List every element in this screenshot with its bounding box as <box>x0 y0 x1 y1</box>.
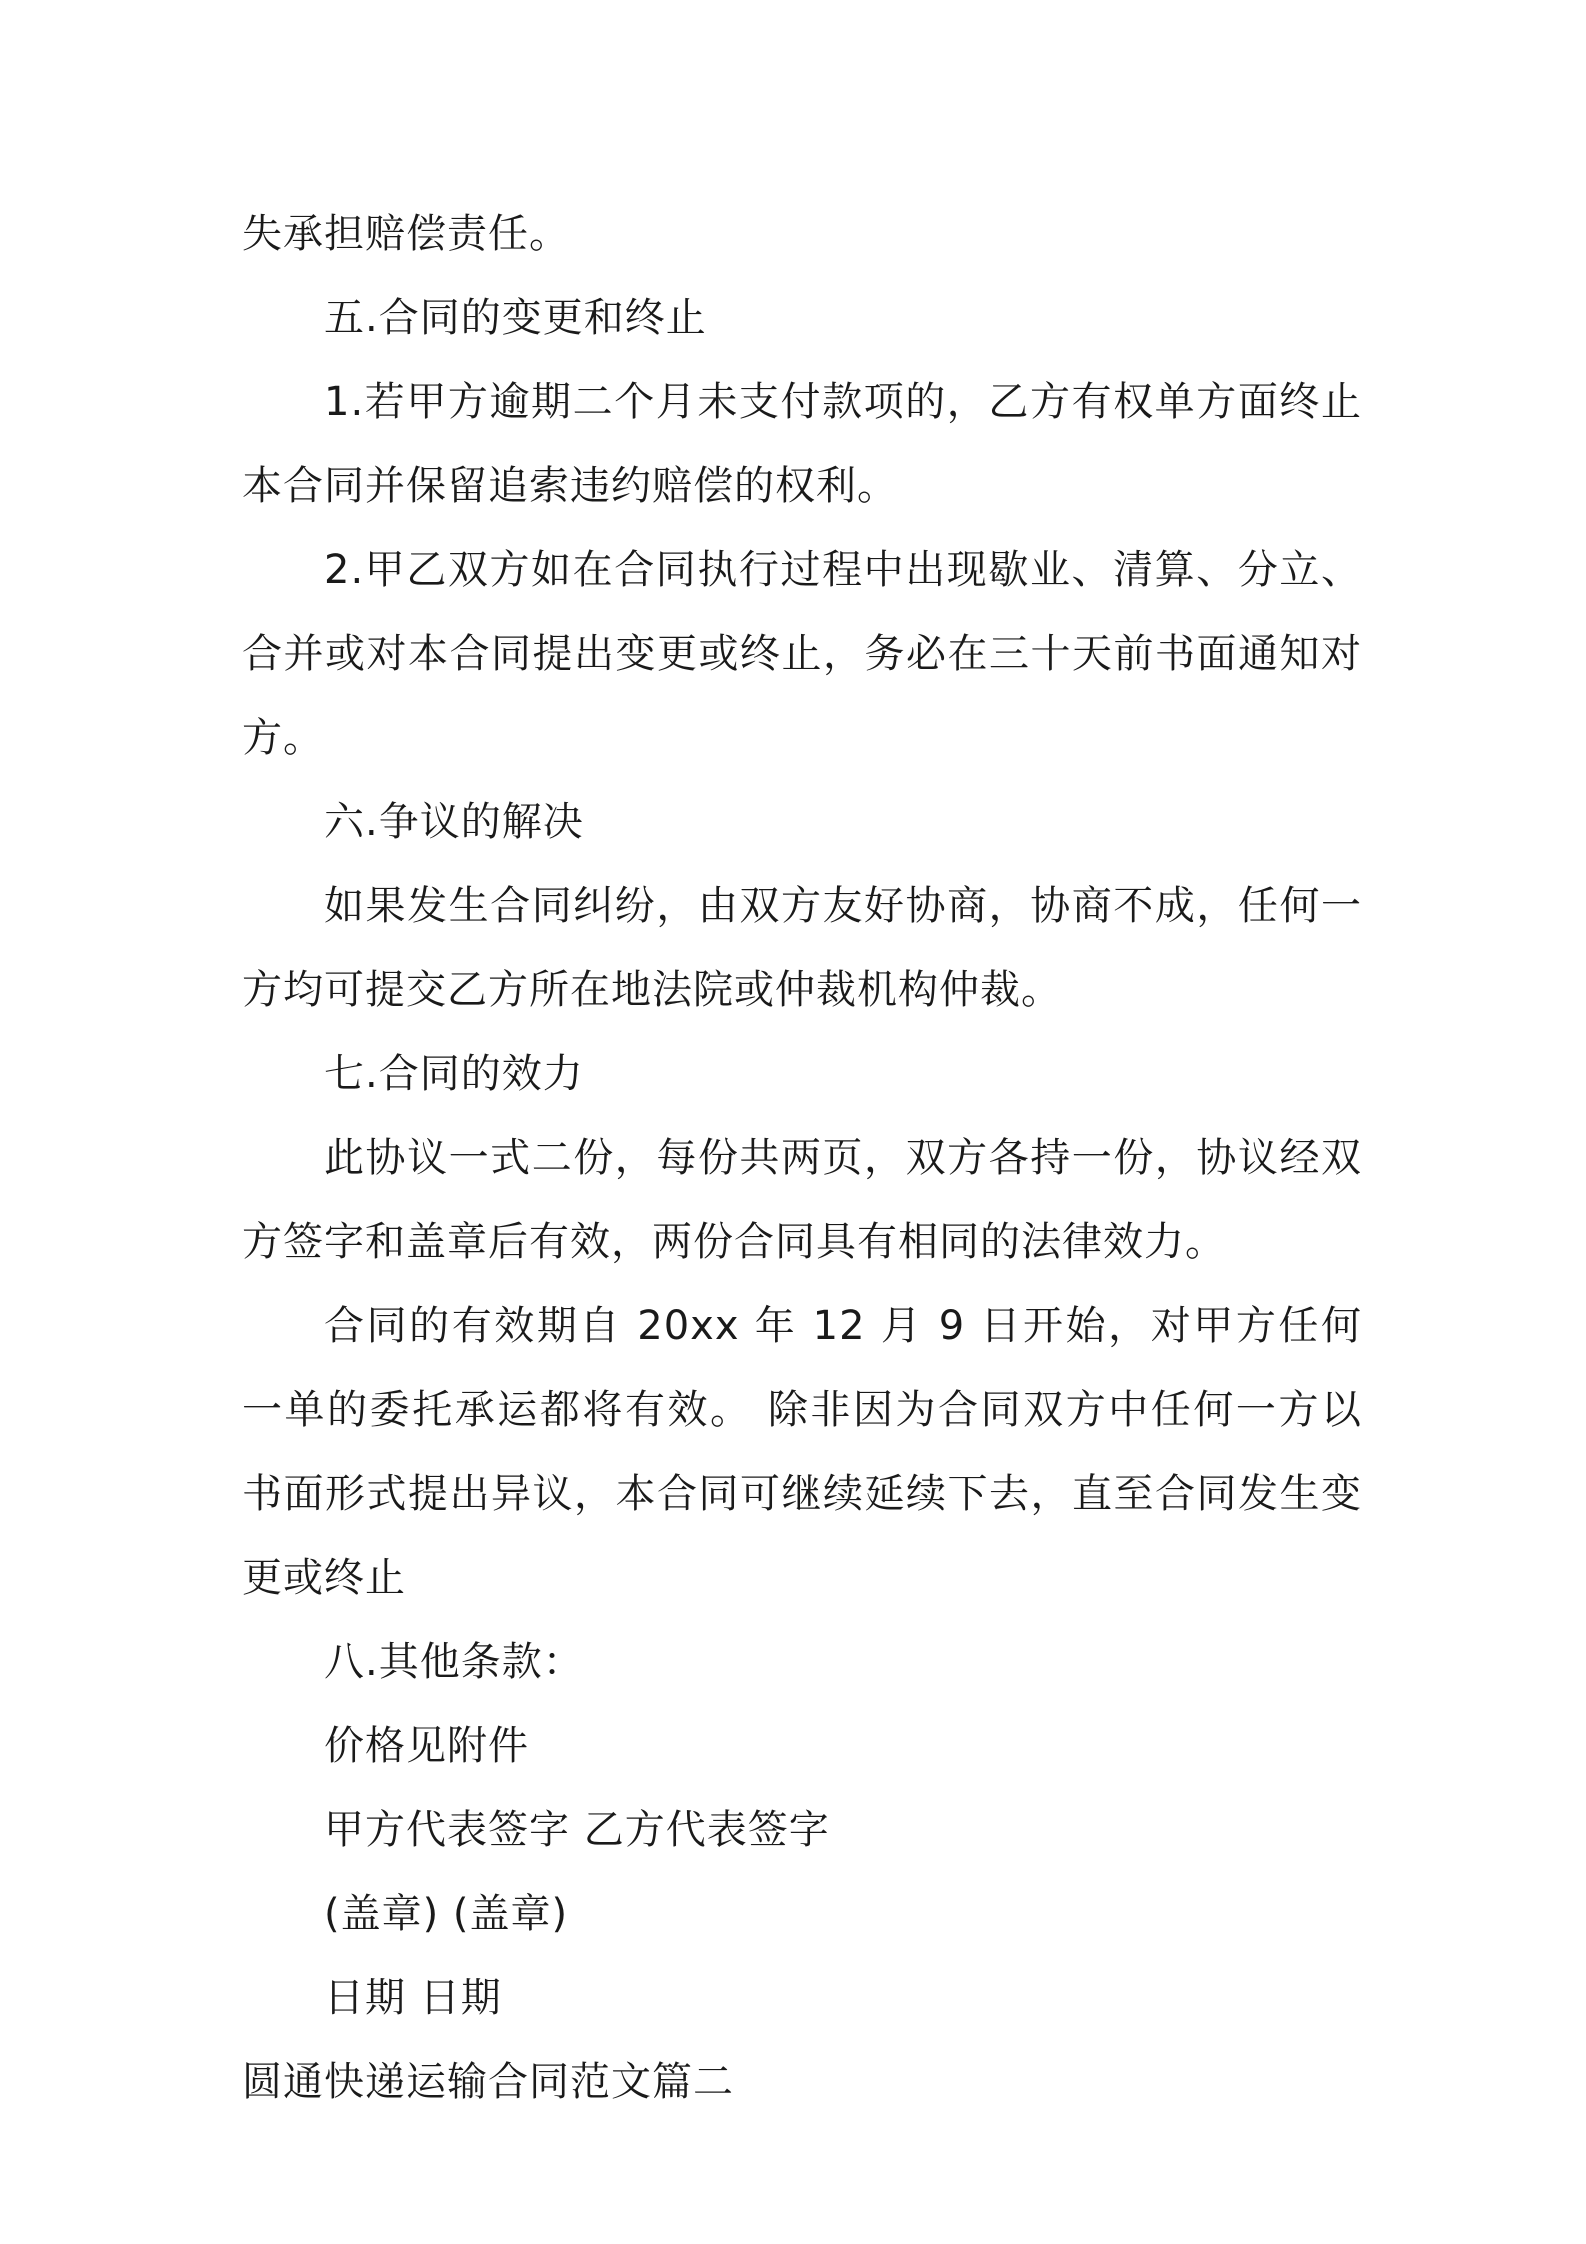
section-heading-validity: 七.合同的效力 <box>324 1051 584 1097</box>
paragraph-clause-1: 1.若甲方逾期二个月未支付款项的，乙方有权单方面终止本合同并保留追索违约赔偿的权利。 <box>242 379 1362 509</box>
paragraph-copies: 此协议一式二份，每份共两页，双方各持一份，协议经双方签字和盖章后有效，两份合同具有相同的法律效力。 <box>242 1135 1362 1265</box>
paragraph-dispute: 如果发生合同纠纷，由双方友好协商，协商不成，任何一方均可提交乙方所在地法院或仲裁机构仲裁。 <box>242 883 1362 1013</box>
paragraph-validity-period: 合同的有效期自 20xx 年 12 月 9 日开始，对甲方任何一单的委托承运都将有效。 除非因为合同双方中任何一方以书面形式提出异议，本合同可继续延续下去，直至合同发生变更或终止 <box>242 1303 1362 1601</box>
document-body <box>242 192 1362 2124</box>
paragraph-liability-end: 失承担赔偿责任。 <box>242 211 570 257</box>
signature-line: 甲方代表签字 乙方代表签字 <box>324 1807 830 1853</box>
paragraph-price-attachment: 价格见附件 <box>324 1723 529 1769</box>
date-line: 日期 日期 <box>324 1975 502 2021</box>
section-heading-dispute: 六.争议的解决 <box>324 799 584 845</box>
seal-line: (盖章) (盖章) <box>324 1891 569 1937</box>
paragraph-clause-2: 2.甲乙双方如在合同执行过程中出现歇业、清算、分立、合并或对本合同提出变更或终止，务必在三十天前书面通知对方。 <box>242 547 1362 761</box>
section-heading-change-termination: 五.合同的变更和终止 <box>324 295 707 341</box>
next-article-title: 圆通快递运输合同范文篇二 <box>242 2059 734 2105</box>
section-heading-other-terms: 八.其他条款： <box>324 1639 584 1685</box>
